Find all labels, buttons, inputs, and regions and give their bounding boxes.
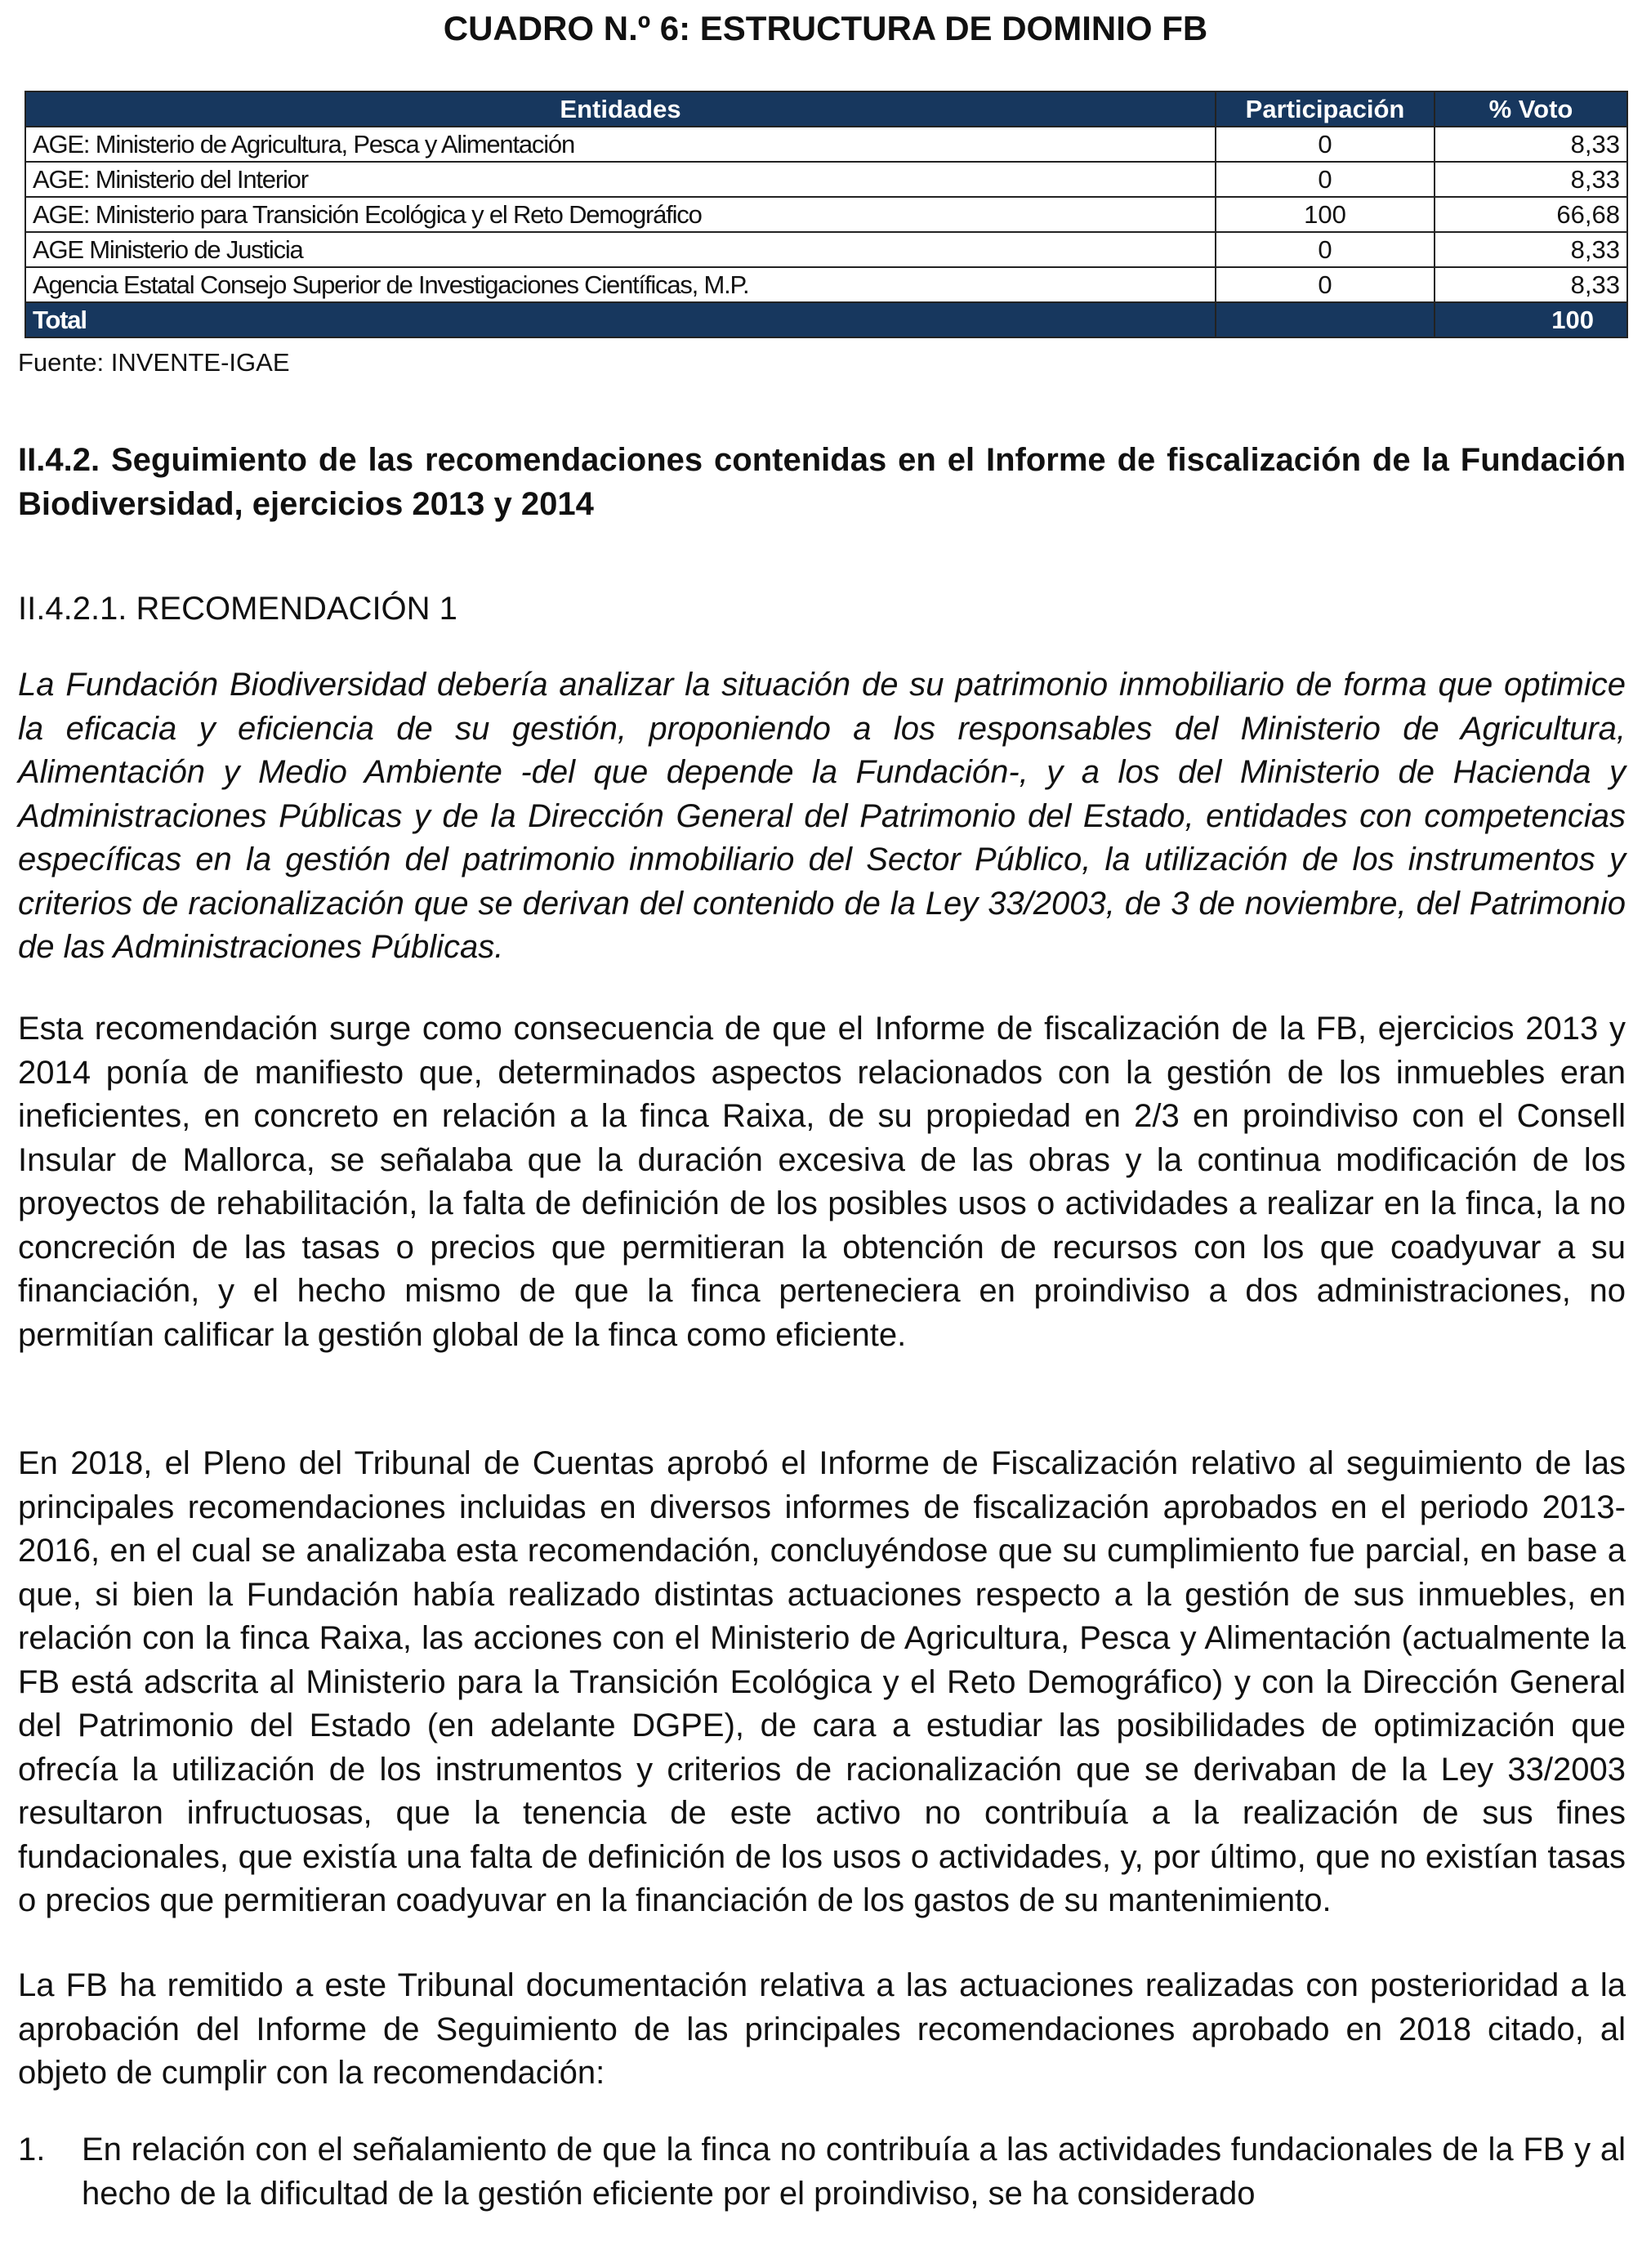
table-row (25, 127, 1627, 162)
body-paragraph: La FB ha remitido a este Tribunal documentación relativa a las actuaciones realizadas con posterioridad a la aprobación del Informe de Seguimiento de las principales recomendaciones aprobado en 2018 citado, al objeto de cumplir con la recomendación: (18, 1967, 1626, 2091)
participation-value: 0 (1216, 267, 1435, 302)
total-label: Total (25, 302, 1216, 337)
entity-name: AGE Ministerio de Justicia (25, 232, 1216, 267)
vote-value: 8,33 (1435, 162, 1627, 197)
table-total-row (25, 302, 1627, 337)
list-item-number: 1. (18, 2132, 46, 2168)
vote-value: 8,33 (1435, 267, 1627, 302)
participation-value: 0 (1216, 232, 1435, 267)
body-paragraph: En 2018, el Pleno del Tribunal de Cuentas aprobó el Informe de Fiscalización relativo al seguimiento de las principales recomendaciones incluidas en diversos informes de fiscalización aprobados en el periodo 2013-2016, en el cual se analizaba esta recomendación, concluyéndose que su cumplimiento fue parcial, en base a que, si bien la Fundación había realizado distintas actuaciones respecto a la gestión de sus inmuebles, en relación con la finca Raixa, las acciones con el Ministerio de Agricultura, Pesca y Alimentación (actualmente la FB está adscrita al Ministerio para la Transición Ecológica y el Reto Demográfico) y con la Dirección General del Patrimonio del Estado (en adelante DGPE), de cara a estudiar las posibilidades de optimización que ofrecía la utilización de los instrumentos y criterios de racionalización que se derivaban de la Ley 33/2003 resultaron infructuosas, que la tenencia de este activo no contribuía a la realización de sus fines fundacionales, que existía una falta de definición de los usos o actividades, y, por último, que no existían tasas o precios que permitieran coadyuvar en la financiación de los gastos de su mantenimiento. (18, 1445, 1626, 1918)
table-header-row (25, 92, 1627, 127)
participation-value: 0 (1216, 127, 1435, 162)
recommendation-subheading: II.4.2.1. RECOMENDACIÓN 1 (18, 591, 457, 627)
entity-name: AGE: Ministerio de Agricultura, Pesca y Alimentación (25, 127, 1216, 162)
column-header-participation: Participación (1216, 92, 1435, 127)
total-participation-empty (1216, 302, 1435, 337)
section-heading: II.4.2. Seguimiento de las recomendaciones contenidas en el Informe de fiscalización de la Fundación Biodiversidad, ejercicios 2013 y 2014 (18, 442, 1626, 522)
participation-value: 100 (1216, 197, 1435, 232)
column-header-vote: % Voto (1435, 92, 1627, 127)
ownership-structure-table (25, 91, 1628, 338)
table-row (25, 232, 1627, 267)
table-title: CUADRO N.º 6: ESTRUCTURA DE DOMINIO FB (443, 9, 1208, 47)
total-vote-value: 100 (1435, 302, 1627, 337)
participation-value: 0 (1216, 162, 1435, 197)
column-header-entities: Entidades (25, 92, 1216, 127)
table-row (25, 267, 1627, 302)
recommendation-text: La Fundación Biodiversidad debería analizar la situación de su patrimonio inmobiliario de forma que optimice la eficacia y eficiencia de su gestión, proponiendo a los responsables del Ministerio de Agricultura, Alimentación y Medio Ambiente -del que depende la Fundación-, y a los del Ministerio de Hacienda y Administraciones Públicas y de la Dirección General del Patrimonio del Estado, entidades con competencias específicas en la gestión del patrimonio inmobiliario del Sector Público, la utilización de los instrumentos y criterios de racionalización que se derivan del contenido de la Ley 33/2003, de 3 de noviembre, del Patrimonio de las Administraciones Públicas. (18, 667, 1626, 965)
table-row (25, 197, 1627, 232)
entity-name: AGE: Ministerio para Transición Ecológica y el Reto Demográfico (25, 197, 1216, 232)
table-row (25, 162, 1627, 197)
entity-name: AGE: Ministerio del Interior (25, 162, 1216, 197)
vote-value: 8,33 (1435, 232, 1627, 267)
entity-name: Agencia Estatal Consejo Superior de Investigaciones Científicas, M.P. (25, 267, 1216, 302)
body-paragraph: Esta recomendación surge como consecuencia de que el Informe de fiscalización de la FB, ejercicios 2013 y 2014 ponía de manifiesto que, determinados aspectos relacionados con la gestión de los inmuebles eran ineficientes, en concreto en relación a la finca Raixa, de su propiedad en 2/3 en proindiviso con el Consell Insular de Mallorca, se señalaba que la duración excesiva de las obras y la continua modificación de los proyectos de rehabilitación, la falta de definición de los posibles usos o actividades a realizar en la finca, la no concreción de las tasas o precios que permitieran la obtención de recursos con los que coadyuvar a su financiación, y el hecho mismo de que la finca perteneciera en proindiviso a dos administraciones, no permitían calificar la gestión global de la finca como eficiente. (18, 1011, 1626, 1353)
vote-value: 8,33 (1435, 127, 1627, 162)
list-item-text: En relación con el señalamiento de que la finca no contribuía a las actividades fundacionales de la FB y al hecho de la dificultad de la gestión eficiente por el proindiviso, se ha considerado (82, 2132, 1626, 2212)
table-source: Fuente: INVENTE-IGAE (18, 348, 290, 377)
vote-value: 66,68 (1435, 197, 1627, 232)
